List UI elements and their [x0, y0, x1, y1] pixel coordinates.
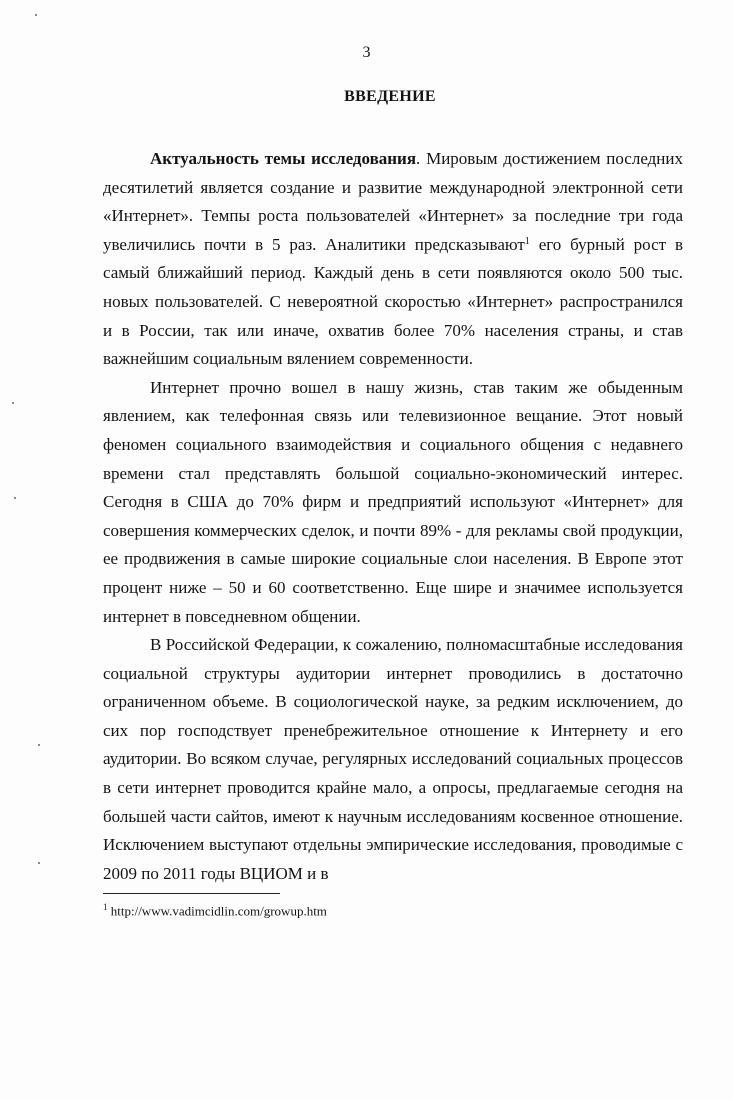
- section-heading: ВВЕДЕНИЕ: [344, 88, 436, 105]
- scan-speck: [35, 14, 37, 16]
- footnote-text: http://www.vadimcidlin.com/growup.htm: [107, 903, 327, 919]
- body-text: [103, 145, 683, 888]
- paragraph-relevance: [103, 145, 683, 374]
- page-number: 3: [362, 44, 371, 61]
- scan-speck: [12, 402, 14, 404]
- scan-speck: [14, 497, 16, 499]
- paragraph-text-continued: его бурный рост в самый ближайший период. Каждый день в сети появляются около 500 тыс. новых пользователей. С невероятной скоростью «Интернет» распространился и в России, так или иначе, охватив более 70% населения страны, и став важнейшим социальным вялением современности.: [103, 234, 683, 369]
- footnote-reference: 1: [524, 235, 530, 247]
- paragraph-text: . Мировым достижением последних десятилетий является создание и развитие международной электронной сети «Интернет». Темпы роста пользователей «Интернет» за последние три года увеличились почти в 5 раз. Аналитики предсказывают: [103, 149, 683, 254]
- footnote: [103, 902, 327, 919]
- paragraph-lead: Актуальность темы исследования: [150, 149, 417, 168]
- paragraph-internet-everyday: Интернет прочно вошел в нашу жизнь, став таким же обыденным явлением, как телефонная связь или телевизионное вещание. Этот новый феномен социального взаимодействия и социального общения с недавнего времени стал представлять большой социально-экономический интерес. Сегодня в США до 70% фирм и предприятий используют «Интернет» для совершения коммерческих сделок, и почти 89% - для рекламы свой продукции, ее продвижения в самые широкие социальные слои населения. В Европе этот процент ниже – 50 и 60 соответственно. Еще шире и значимее используется интернет в повседневном общении.: [103, 377, 683, 626]
- paragraph-russian-federation: В Российской Федерации, к сожалению, полномасштабные исследования социальной структуры аудитории интернет проводились в достаточно ограниченном объеме. В социологической науке, за редким исключением, до сих пор господствует пренебрежительное отношение к Интернету и его аудитории. Во всяком случае, регулярных исследований социальных процессов в сети интернет проводится крайне мало, а опросы, предлагаемые сегодня на большей части сайтов, имеют к научным исследованиям косвенное отношение. Исключением выступают отдельны эмпирические исследования, проводимые с 2009 по 2011 годы ВЦИОМ и в: [103, 635, 683, 883]
- scan-speck: [38, 862, 40, 864]
- footnote-separator: [103, 893, 280, 894]
- scan-speck: [38, 744, 40, 746]
- footnote-mark: 1: [103, 902, 108, 912]
